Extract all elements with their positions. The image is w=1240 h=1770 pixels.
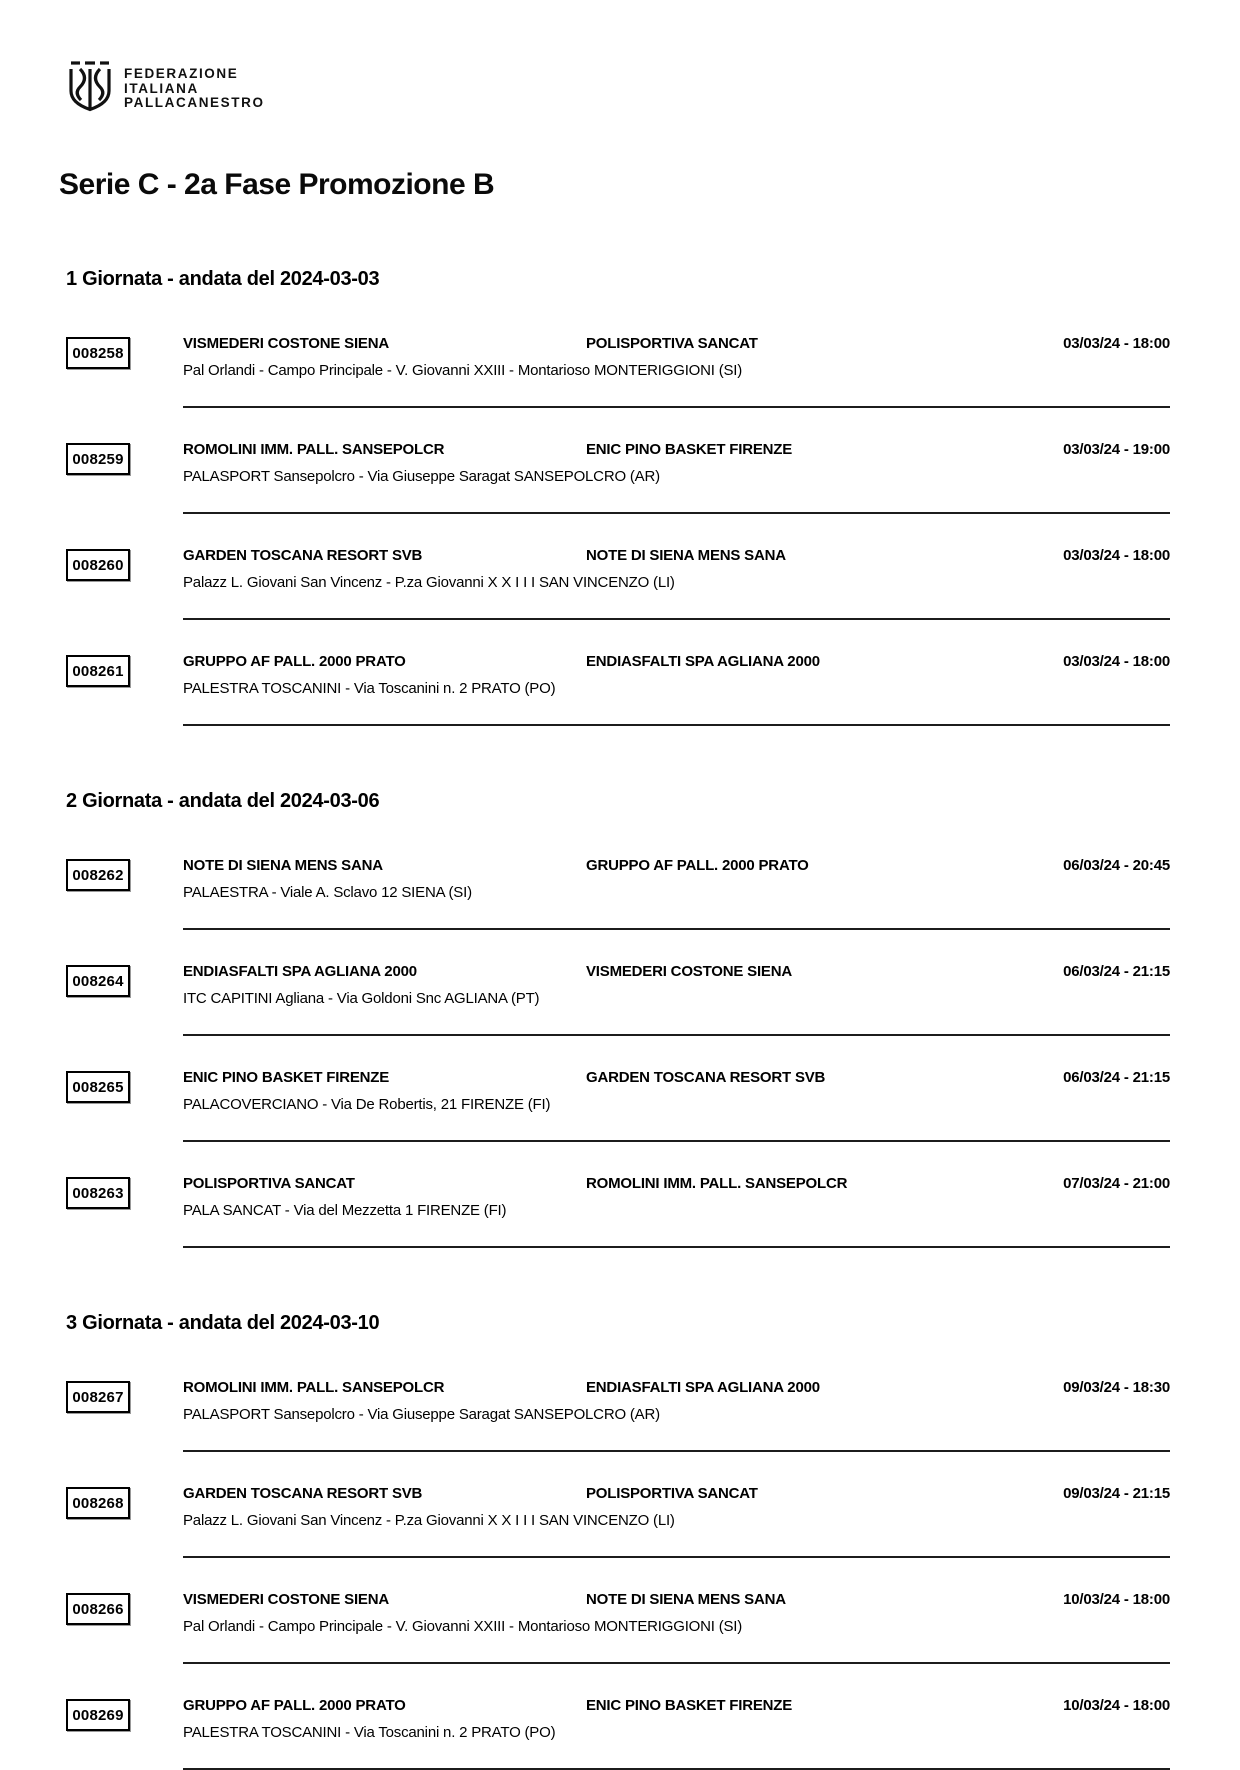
match-top-line bbox=[183, 1175, 1170, 1192]
home-team: VISMEDERI COSTONE SIENA bbox=[183, 1591, 389, 1608]
match-datetime: 10/03/24 - 18:00 bbox=[1063, 1591, 1170, 1608]
match-venue: Palazz L. Giovani San Vincenz - P.za Giovanni X X I I I SAN VINCENZO (LI) bbox=[183, 574, 675, 591]
match-venue: PALAESTRA - Viale A. Sclavo 12 SIENA (SI) bbox=[183, 884, 472, 901]
federation-name-line1: FEDERAZIONE bbox=[124, 66, 239, 81]
match-venue: PALESTRA TOSCANINI - Via Toscanini n. 2 PRATO (PO) bbox=[183, 1724, 556, 1741]
match-list bbox=[66, 335, 1170, 726]
federation-name bbox=[124, 60, 265, 111]
match-venue: PALASPORT Sansepolcro - Via Giuseppe Saragat SANSEPOLCRO (AR) bbox=[183, 468, 660, 485]
match-code: 008269 bbox=[66, 1699, 130, 1731]
match-venue: ITC CAPITINI Agliana - Via Goldoni Snc AGLIANA (PT) bbox=[183, 990, 540, 1007]
round-section bbox=[66, 1312, 1170, 1770]
home-team: GARDEN TOSCANA RESORT SVB bbox=[183, 1485, 423, 1502]
round-section bbox=[66, 790, 1170, 1248]
away-team: POLISPORTIVA SANCAT bbox=[586, 335, 758, 352]
match-venue: Palazz L. Giovani San Vincenz - P.za Giovanni X X I I I SAN VINCENZO (LI) bbox=[183, 1512, 675, 1529]
home-team: GARDEN TOSCANA RESORT SVB bbox=[183, 547, 423, 564]
match-top-line bbox=[183, 1379, 1170, 1396]
fip-shield-icon bbox=[66, 60, 114, 112]
home-team: GRUPPO AF PALL. 2000 PRATO bbox=[183, 653, 406, 670]
match-code: 008267 bbox=[66, 1381, 130, 1413]
match-code: 008265 bbox=[66, 1071, 130, 1103]
match-top-line bbox=[183, 441, 1170, 458]
home-team: NOTE DI SIENA MENS SANA bbox=[183, 857, 383, 874]
round-header: 3 Giornata - andata del 2024-03-10 bbox=[66, 1312, 380, 1334]
match-list bbox=[66, 857, 1170, 1248]
home-team: GRUPPO AF PALL. 2000 PRATO bbox=[183, 1697, 406, 1714]
match-top-line bbox=[183, 1591, 1170, 1608]
rounds bbox=[66, 268, 1170, 1770]
home-team: POLISPORTIVA SANCAT bbox=[183, 1175, 355, 1192]
match-venue: PALACOVERCIANO - Via De Robertis, 21 FIRENZE (FI) bbox=[183, 1096, 551, 1113]
match-datetime: 03/03/24 - 18:00 bbox=[1063, 653, 1170, 670]
match-datetime: 09/03/24 - 21:15 bbox=[1063, 1485, 1170, 1502]
home-team: VISMEDERI COSTONE SIENA bbox=[183, 335, 389, 352]
away-team: ENDIASFALTI SPA AGLIANA 2000 bbox=[586, 653, 820, 670]
match-datetime: 03/03/24 - 18:00 bbox=[1063, 335, 1170, 352]
match-code: 008260 bbox=[66, 549, 130, 581]
away-team: ROMOLINI IMM. PALL. SANSEPOLCR bbox=[586, 1175, 848, 1192]
home-team: ENIC PINO BASKET FIRENZE bbox=[183, 1069, 390, 1086]
home-team: ENDIASFALTI SPA AGLIANA 2000 bbox=[183, 963, 417, 980]
match-row bbox=[72, 547, 1170, 620]
home-team: ROMOLINI IMM. PALL. SANSEPOLCR bbox=[183, 441, 445, 458]
match-code: 008259 bbox=[66, 443, 130, 475]
match-venue: Pal Orlandi - Campo Principale - V. Giovanni XXIII - Montarioso MONTERIGGIONI (SI) bbox=[183, 362, 743, 379]
page-title: Serie C - 2a Fase Promozione B bbox=[59, 168, 495, 201]
match-row bbox=[72, 1069, 1170, 1142]
match-row bbox=[72, 1485, 1170, 1558]
match-row bbox=[72, 1591, 1170, 1664]
match-venue: Pal Orlandi - Campo Principale - V. Giovanni XXIII - Montarioso MONTERIGGIONI (SI) bbox=[183, 1618, 743, 1635]
match-datetime: 06/03/24 - 21:15 bbox=[1063, 1069, 1170, 1086]
federation-name-line3: PALLACANESTRO bbox=[124, 95, 265, 110]
match-code: 008262 bbox=[66, 859, 130, 891]
match-top-line bbox=[183, 547, 1170, 564]
match-top-line bbox=[183, 1485, 1170, 1502]
match-code: 008263 bbox=[66, 1177, 130, 1209]
match-venue: PALA SANCAT - Via del Mezzetta 1 FIRENZE (FI) bbox=[183, 1202, 507, 1219]
round-header: 1 Giornata - andata del 2024-03-03 bbox=[66, 268, 380, 290]
match-top-line bbox=[183, 963, 1170, 980]
home-team: ROMOLINI IMM. PALL. SANSEPOLCR bbox=[183, 1379, 445, 1396]
match-code: 008268 bbox=[66, 1487, 130, 1519]
match-datetime: 03/03/24 - 18:00 bbox=[1063, 547, 1170, 564]
match-datetime: 06/03/24 - 21:15 bbox=[1063, 963, 1170, 980]
match-top-line bbox=[183, 857, 1170, 874]
match-code: 008266 bbox=[66, 1593, 130, 1625]
away-team: VISMEDERI COSTONE SIENA bbox=[586, 963, 792, 980]
away-team: GRUPPO AF PALL. 2000 PRATO bbox=[586, 857, 809, 874]
match-list bbox=[66, 1379, 1170, 1770]
match-row bbox=[72, 335, 1170, 408]
match-datetime: 07/03/24 - 21:00 bbox=[1063, 1175, 1170, 1192]
match-top-line bbox=[183, 335, 1170, 352]
match-row bbox=[72, 857, 1170, 930]
match-code: 008264 bbox=[66, 965, 130, 997]
match-top-line bbox=[183, 1069, 1170, 1086]
fip-logo bbox=[66, 60, 1170, 112]
match-row bbox=[72, 963, 1170, 1036]
match-code: 008261 bbox=[66, 655, 130, 687]
match-code: 008258 bbox=[66, 337, 130, 369]
match-datetime: 03/03/24 - 19:00 bbox=[1063, 441, 1170, 458]
match-datetime: 10/03/24 - 18:00 bbox=[1063, 1697, 1170, 1714]
match-venue: PALASPORT Sansepolcro - Via Giuseppe Saragat SANSEPOLCRO (AR) bbox=[183, 1406, 660, 1423]
round-header: 2 Giornata - andata del 2024-03-06 bbox=[66, 790, 380, 812]
match-row bbox=[72, 653, 1170, 726]
round-section bbox=[66, 268, 1170, 726]
match-row bbox=[72, 1379, 1170, 1452]
match-datetime: 06/03/24 - 20:45 bbox=[1063, 857, 1170, 874]
away-team: NOTE DI SIENA MENS SANA bbox=[586, 1591, 786, 1608]
match-top-line bbox=[183, 1697, 1170, 1714]
away-team: ENIC PINO BASKET FIRENZE bbox=[586, 1697, 793, 1714]
away-team: ENIC PINO BASKET FIRENZE bbox=[586, 441, 793, 458]
match-row bbox=[72, 1697, 1170, 1770]
away-team: POLISPORTIVA SANCAT bbox=[586, 1485, 758, 1502]
away-team: GARDEN TOSCANA RESORT SVB bbox=[586, 1069, 826, 1086]
match-venue: PALESTRA TOSCANINI - Via Toscanini n. 2 PRATO (PO) bbox=[183, 680, 556, 697]
away-team: ENDIASFALTI SPA AGLIANA 2000 bbox=[586, 1379, 820, 1396]
match-row bbox=[72, 441, 1170, 514]
match-row bbox=[72, 1175, 1170, 1248]
match-datetime: 09/03/24 - 18:30 bbox=[1063, 1379, 1170, 1396]
federation-name-line2: ITALIANA bbox=[124, 80, 199, 96]
away-team: NOTE DI SIENA MENS SANA bbox=[586, 547, 786, 564]
match-top-line bbox=[183, 653, 1170, 670]
